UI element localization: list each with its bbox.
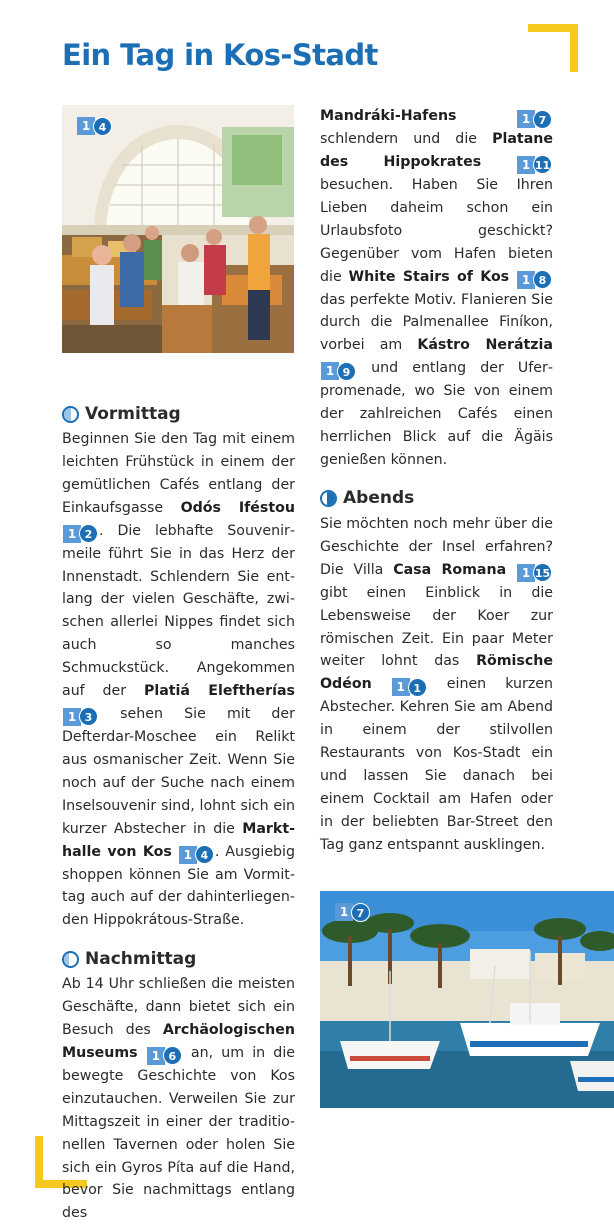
place-name: Archäologischen Museums [62,1022,295,1061]
section-heading-afternoon [62,946,295,972]
location-number: 7 [351,903,370,922]
map-reference-badge: 1 8 [517,271,552,289]
evening-paragraph: Sie möchten noch mehr über die Geschichte der Insel erfahren? Die Villa Casa Romana 1 15 gibt einen Einblick in die Lebensweise der Koer zur römischen Zeit. Ein paar Meter weiter lohnt das Römische Odéon 1 1 einen kurzen Abstecher. Kehren Sie am Abend in einem der stilvollen Restaurants von Kos-Stadt ein und lassen Sie danach bei einem Cocktail am Hafen oder in der beliebten Bar-Street den Tag ganz entspannt ausklingen. [320,515,553,853]
section-title: Nachmittag [85,948,197,969]
right-column [320,105,553,857]
place-name: Römische Odéon [320,653,553,693]
half-moon-icon [62,406,79,423]
page-title: Ein Tag in Kos-Stadt [62,38,378,72]
place-name: Kástro Nerátzia [417,337,553,354]
place-name: Odós Iféstou [180,499,295,516]
left-column [62,401,295,1225]
map-reference-badge: 1 3 [63,708,98,726]
harbour-photo [320,891,614,1108]
place-name: Casa Romana [393,561,507,578]
map-reference-badge: 1 7 [517,110,552,128]
market-hall-photo [62,105,294,353]
half-moon-icon [62,951,79,968]
section-heading-morning [62,401,295,427]
map-reference-badge: 1 6 [147,1047,182,1065]
corner-bracket-top-right-icon [528,24,578,72]
location-number: 4 [93,117,112,136]
map-page-number: 1 [77,117,95,135]
section-title: Vormittag [85,403,181,424]
map-reference-badge [335,903,370,921]
map-reference-badge: 1 9 [321,362,356,380]
map-reference-badge [77,117,112,135]
section-title: Abends [343,488,415,509]
morning-paragraph: Beginnen Sie den Tag mit einem leichten Frühstück in einem der gemütlichen Cafés entlang der Einkaufsgasse Odós Iféstou 1 2 . Die lebhafte Souvenirmeile führt Sie in das Herz der Innenstadt. Schlendern Sie entlang der vielen Geschäfte, zwischen allerlei Nippes findet sich auch so manches Schmuckstück. Angekommen auf der Platiá Eleftherías 1 3 sehen Sie mit der Defterdar-Moschee ein Relikt aus osmanischer Zeit. Wenn Sie noch auf der Suche nach einem Inselsouvenir sind, lohnt sich ein kurzer Abstecher in die Markthalle von Kos 1 4 . Ausgiebig shoppen können Sie am Vormittag auch auf der dahinterliegenden Hippokrátous-Straße. [62,431,295,929]
place-name: Platiá Eleftherías [143,683,295,700]
afternoon-paragraph-continued: Mandráki-Hafens 1 7 schlendern und die Platane des Hippokrates 1 11 besuchen. Haben Sie Ihren Lieben daheim schon ein Urlaubsfoto geschickt? Gegenüber vom Hafen bieten die White Stairs of Kos 1 8 das perfekte Motiv. Flanieren Sie durch die Palmenallee Finíkon, vorbei am Kástro Nerátzia 1 9 und entlang der Uferpromenade, wo Sie von einem der zahlreichen Cafés einen herrlichen Blick auf die Ägäis genießen können. [320,108,553,468]
map-reference-badge: 1 4 [179,846,214,864]
map-reference-badge: 1 2 [63,525,98,543]
map-reference-badge: 1 1 [392,678,427,696]
place-name: Mandráki-Hafens [320,108,457,124]
place-name: Markthalle von Kos [62,820,295,860]
map-reference-badge: 1 11 [517,156,552,174]
section-heading-evening [320,486,553,512]
map-reference-badge: 1 15 [517,564,552,582]
place-name: Platane des Hippokrates [320,131,553,170]
afternoon-paragraph-start: Ab 14 Uhr schließen die meisten Geschäfte, dann bietet sich ein Besuch des Archäologischen Museums 1 6 an, um in die bewegte Geschichte von Kos einzutauchen. Verweilen Sie zur Mittagszeit in einer der traditionellen Tavernen oder holen Sie sich ein Gyros Píta auf die Hand, bevor Sie nachmittags entlang des [62,976,295,1222]
map-page-number: 1 [335,903,353,921]
half-moon-icon [320,490,337,507]
place-name: White Stairs of Kos [348,268,510,285]
